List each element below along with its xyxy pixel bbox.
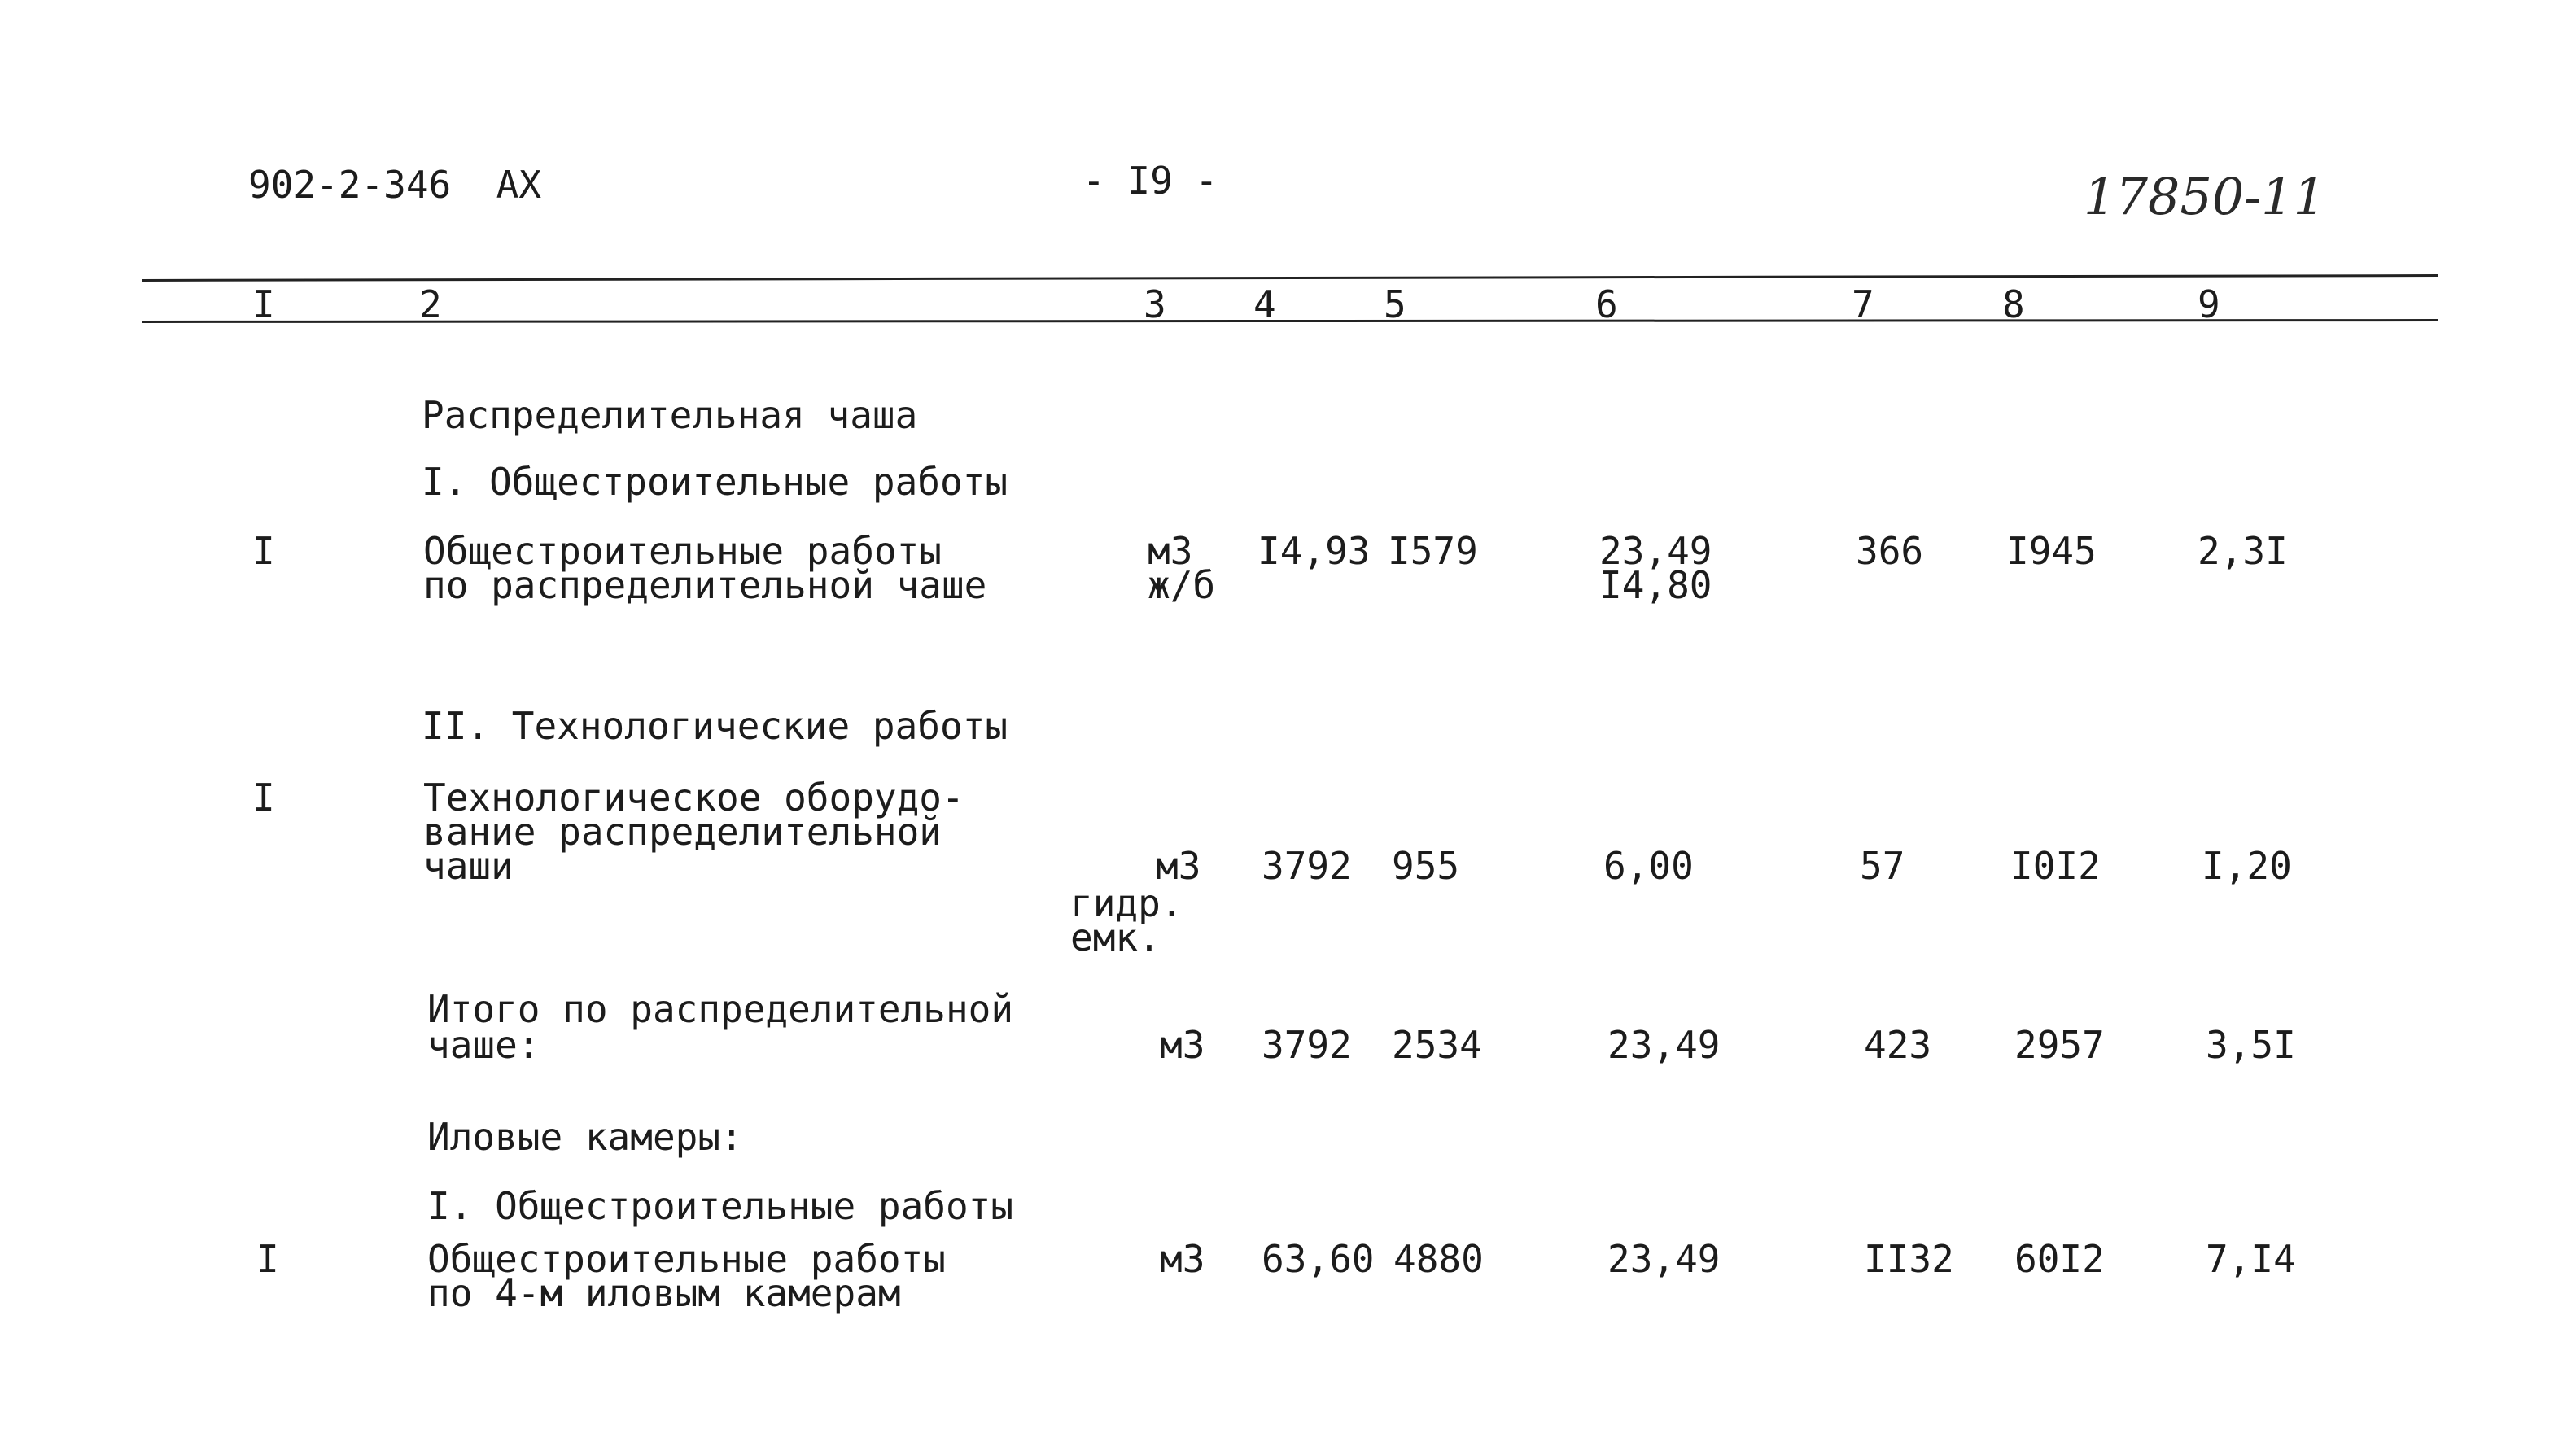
cell-col7: 366: [1856, 529, 1924, 573]
subsection-title: I. Общестроительные работы: [427, 1184, 1014, 1228]
cell-col8: 2957: [2014, 1023, 2105, 1067]
row-description: по 4-м иловым камерам: [427, 1271, 901, 1315]
cell-col5: I579: [1388, 529, 1478, 573]
cell-col6: I4,80: [1599, 563, 1712, 607]
row-description: Итого по распределительной: [427, 987, 1014, 1031]
unit: емк.: [1070, 916, 1161, 959]
cell-col4: 63,60: [1262, 1237, 1375, 1281]
cell-col9: 7,I4: [2206, 1237, 2296, 1281]
row-description: Общестроительные работы: [427, 1237, 946, 1281]
row-number: I: [256, 1237, 279, 1281]
subsection-title: II. Технологические работы: [422, 704, 1008, 748]
unit: м3: [1160, 1023, 1205, 1067]
unit: м3: [1156, 844, 1201, 888]
row-description: чаши: [423, 844, 514, 888]
document-code: 902-2-346 АХ: [248, 163, 542, 207]
row-description: по распределительной чаше: [423, 563, 987, 607]
row-description: чаше:: [427, 1023, 540, 1067]
top-rule: [142, 274, 2438, 282]
cell-col7: II32: [1864, 1237, 1954, 1281]
cell-col6: 23,49: [1607, 1237, 1721, 1281]
cell-col4: 3792: [1262, 844, 1352, 888]
column-header: 7: [1852, 282, 1874, 326]
cell-col5: 2534: [1392, 1023, 1482, 1067]
header-bottom-rule: [142, 319, 2438, 323]
unit: м3: [1148, 529, 1193, 573]
cell-col8: I0I2: [2010, 844, 2101, 888]
unit: гидр.: [1070, 881, 1183, 925]
column-header: 2: [419, 282, 442, 326]
cell-col6: 6,00: [1603, 844, 1694, 888]
column-header: 4: [1253, 282, 1276, 326]
row-description: вание распределительной: [423, 810, 942, 854]
cell-col4: 3792: [1262, 1023, 1352, 1067]
row-description: Общестроительные работы: [423, 529, 942, 573]
cell-col5: 4880: [1393, 1237, 1484, 1281]
cell-col7: 57: [1860, 844, 1905, 888]
cell-col8: 60I2: [2014, 1237, 2105, 1281]
cell-col5: 955: [1392, 844, 1460, 888]
column-header: 8: [2002, 282, 2025, 326]
column-header: 6: [1595, 282, 1618, 326]
cell-col9: 2,3I: [2198, 529, 2288, 573]
unit: м3: [1160, 1237, 1205, 1281]
section-title: Распределительная чаша: [422, 393, 918, 437]
subsection-title: I. Общестроительные работы: [422, 460, 1008, 504]
row-description: Технологическое оборудо-: [423, 776, 964, 819]
cell-col6: 23,49: [1599, 529, 1712, 573]
cell-col8: I945: [2006, 529, 2097, 573]
row-number: I: [252, 776, 275, 819]
cell-col9: 3,5I: [2206, 1023, 2296, 1067]
cell-col7: 423: [1864, 1023, 1932, 1067]
handwritten-number: 17850-11: [2084, 167, 2326, 226]
cell-col4: I4,93: [1257, 529, 1371, 573]
column-header: 5: [1384, 282, 1406, 326]
section-title: Иловые камеры:: [427, 1115, 743, 1159]
column-header: 9: [2198, 282, 2220, 326]
column-header: 3: [1144, 282, 1166, 326]
cell-col6: 23,49: [1607, 1023, 1721, 1067]
row-number: I: [252, 529, 275, 573]
page-number: - I9 -: [1082, 159, 1218, 203]
cell-col9: I,20: [2202, 844, 2292, 888]
column-header: I: [252, 282, 275, 326]
unit: ж/б: [1148, 563, 1216, 607]
